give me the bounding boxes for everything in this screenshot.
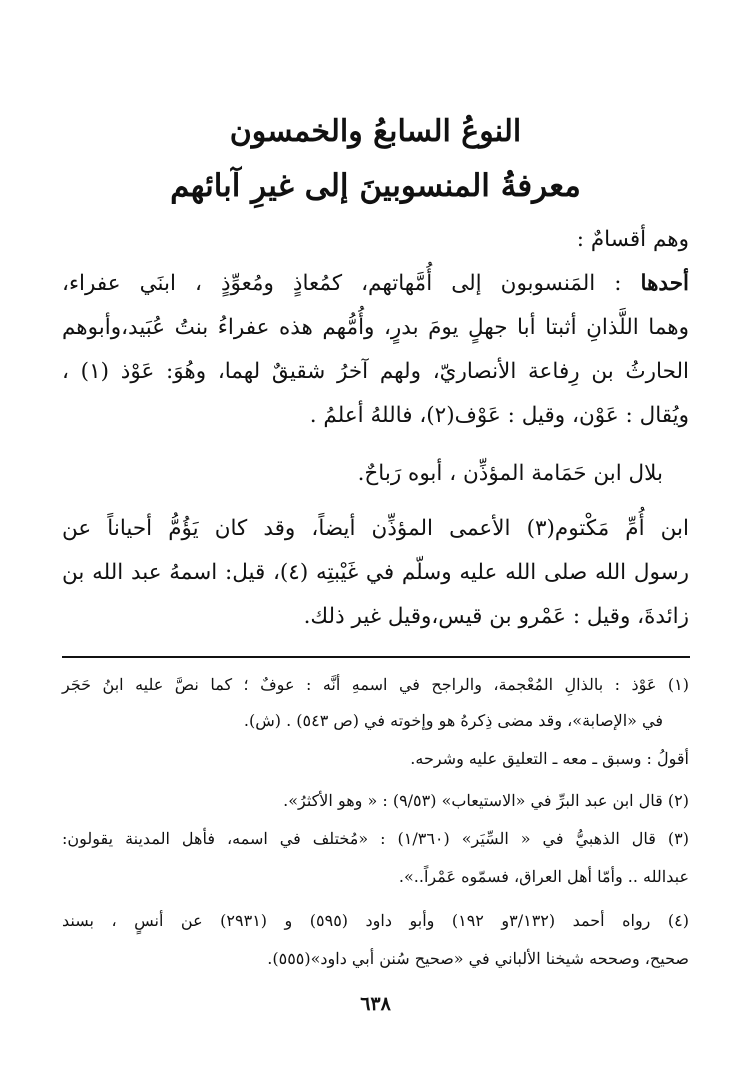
- paragraph-3-line-3: زائدةَ، وقيل : عَمْرو بن قيس،وقيل غير ذلك.: [303, 604, 689, 629]
- paragraph-3-line-2: رسول الله صلى الله عليه وسلّم في غَيْبتِه (٤)، قيل: اسمهُ عبد الله بن: [62, 560, 689, 585]
- footnote-1-line-2: في «الإصابة»، وقد مضى ذِكرهُ هو وإخوته في (ص ٥٤٣) . (ش).: [243, 711, 663, 730]
- paragraph-1-line-2: وهما اللَّذانِ أثبتا أبا جهلٍ يومَ بدرٍ، وأُمُّهم هذه عفراءُ بنتُ عُبَيد،وأبوهم: [62, 315, 689, 340]
- paragraph-1-line-3: الحارثُ بن رِفاعة الأنصاريّ، ولهم آخرُ شقيقٌ لهما، وهُوَ: عَوْذ (١) ،: [62, 359, 689, 384]
- intro-line: وهم أقسامٌ :: [576, 227, 689, 252]
- footnote-1-line-1: (١) عَوْذ : بالذالِ المُعْجمة، والراجح في اسمهِ أنَّه : عوفٌ ؛ كما نصَّ عليه ابنُ حَجَر: [62, 675, 689, 694]
- footnote-4-line-1: (٤) رواه أحمد (٣/١٣٢و ١٩٢) وأبو داود (٥٩٥) و (٢٩٣١) عن أنسٍ ، بسند: [62, 911, 689, 930]
- paragraph-1-line-1: [62, 268, 689, 300]
- paragraph-2: بلال ابن حَمَامة المؤذِّن ، أبوه رَباحٌ.: [357, 461, 663, 486]
- footnote-divider: [62, 656, 690, 658]
- paragraph-1-line-4: ويُقال : عَوْن، وقيل : عَوْف(٢)، فاللهُ أعلمُ .: [309, 403, 689, 428]
- footnote-2: (٢) قال ابن عبد البرِّ في «الاستيعاب» (٩/٥٣) : « وهو الأكثرُ».: [283, 791, 689, 810]
- paragraph-1-label: أحدها: [640, 271, 689, 296]
- chapter-title: النوعُ السابعُ والخمسون: [229, 114, 522, 149]
- footnote-4-line-2: صحيح، وصححه شيخنا الألباني في «صحيح سُنن أبي داود»(٥٥٥).: [267, 949, 689, 968]
- chapter-subtitle: معرفةُ المنسوبينَ إلى غيرِ آبائهم: [170, 168, 581, 204]
- footnote-3-line-1: (٣) قال الذهبيُّ في « السِّيَر» (١/٣٦٠) : «مُختلف في اسمه، فأهل المدينة يقولون:: [62, 829, 690, 848]
- footnote-1-line-3: أقولُ : وسبق ـ معه ـ التعليق عليه وشرحه.: [410, 749, 689, 768]
- page-number: ٦٣٨: [360, 993, 391, 1015]
- paragraph-3-line-1: ابن أُمِّ مَكْتوم(٣) الأعمى المؤذِّن أيضاً، وقد كان يَؤُمُّ أحياناً عن: [62, 516, 689, 541]
- footnote-3-line-2: عبدالله .. وأمّا أهل العراق، فسمّوه عَمْراً..».: [398, 867, 689, 886]
- paragraph-1-line-1-text: : المَنسوبون إلى أُمَّهاتهم، كمُعاذٍ ومُعوِّذٍ ، ابنَي عفراء،: [62, 271, 622, 296]
